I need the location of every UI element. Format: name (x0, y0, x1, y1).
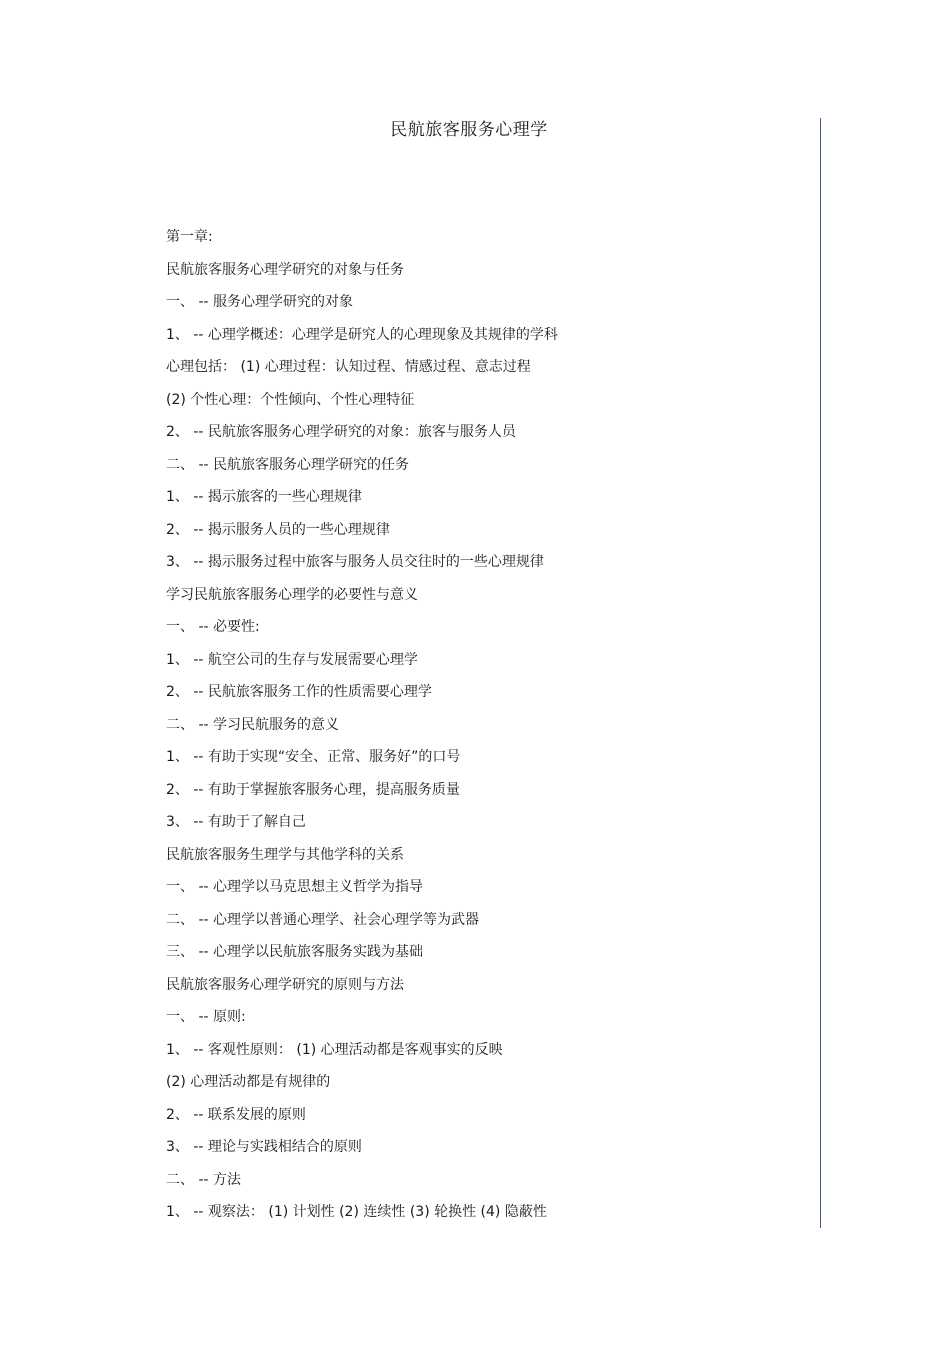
text-line: 心理包括： (1) 心理过程：认知过程、情感过程、意志过程 (166, 359, 531, 375)
text-line: 1、 -- 揭示旅客的一些心理规律 (166, 489, 362, 505)
text-line: 2、 -- 民航旅客服务心理学研究的对象：旅客与服务人员 (166, 424, 516, 440)
text-line: 一、 -- 必要性: (166, 619, 260, 635)
text-line: 二、 -- 方法 (166, 1171, 242, 1188)
margin-rule (820, 118, 821, 1228)
document-body (166, 226, 806, 1234)
text-line: 3、 -- 理论与实践相结合的原则 (166, 1139, 362, 1155)
text-line: 1、 -- 客观性原则： (1) 心理活动都是客观事实的反映 (166, 1041, 503, 1058)
page-title: 民航旅客服务心理学 (390, 120, 548, 140)
text-line: 1、 -- 心理学概述：心理学是研究人的心理现象及其规律的学科 (166, 326, 558, 343)
text-line: 民航旅客服务心理学研究的原则与方法 (166, 976, 404, 993)
text-line: 二、 -- 民航旅客服务心理学研究的任务 (166, 456, 410, 473)
text-line: 2、 -- 民航旅客服务工作的性质需要心理学 (166, 684, 432, 700)
text-line: 2、 -- 有助于掌握旅客服务心理，提高服务质量 (166, 781, 460, 798)
text-line: 一、 -- 原则: (166, 1009, 246, 1025)
text-line: 1、 -- 观察法： (1) 计划性 (2) 连续性 (3) 轮换性 (4) 隐蔽性 (166, 1204, 547, 1220)
text-line: 一、 -- 服务心理学研究的对象 (166, 294, 354, 310)
text-line: 2、 -- 联系发展的原则 (166, 1106, 306, 1123)
text-line: 学习民航旅客服务心理学的必要性与意义 (166, 586, 418, 603)
text-line: 3、 -- 有助于了解自己 (166, 814, 306, 830)
text-line: 3、 -- 揭示服务过程中旅客与服务人员交往时的一些心理规律 (166, 554, 544, 570)
text-line: 二、 -- 学习民航服务的意义 (166, 716, 340, 733)
text-line: (2) 心理活动都是有规律的 (166, 1074, 331, 1090)
text-line: 第一章: (166, 229, 213, 245)
text-line: 1、 -- 有助于实现“安全、正常、服务好”的口号 (166, 749, 461, 765)
text-line: 二、 -- 心理学以普通心理学、社会心理学等为武器 (166, 911, 480, 928)
text-line: 民航旅客服务生理学与其他学科的关系 (166, 846, 404, 863)
text-line: 2、 -- 揭示服务人员的一些心理规律 (166, 521, 390, 538)
text-line: 三、 -- 心理学以民航旅客服务实践为基础 (166, 944, 424, 960)
text-line: 1、 -- 航空公司的生存与发展需要心理学 (166, 651, 418, 668)
text-line: 民航旅客服务心理学研究的对象与任务 (166, 261, 404, 278)
text-line: 一、 -- 心理学以马克思想主义哲学为指导 (166, 879, 424, 895)
text-line: (2) 个性心理：个性倾向、个性心理特征 (166, 391, 415, 408)
